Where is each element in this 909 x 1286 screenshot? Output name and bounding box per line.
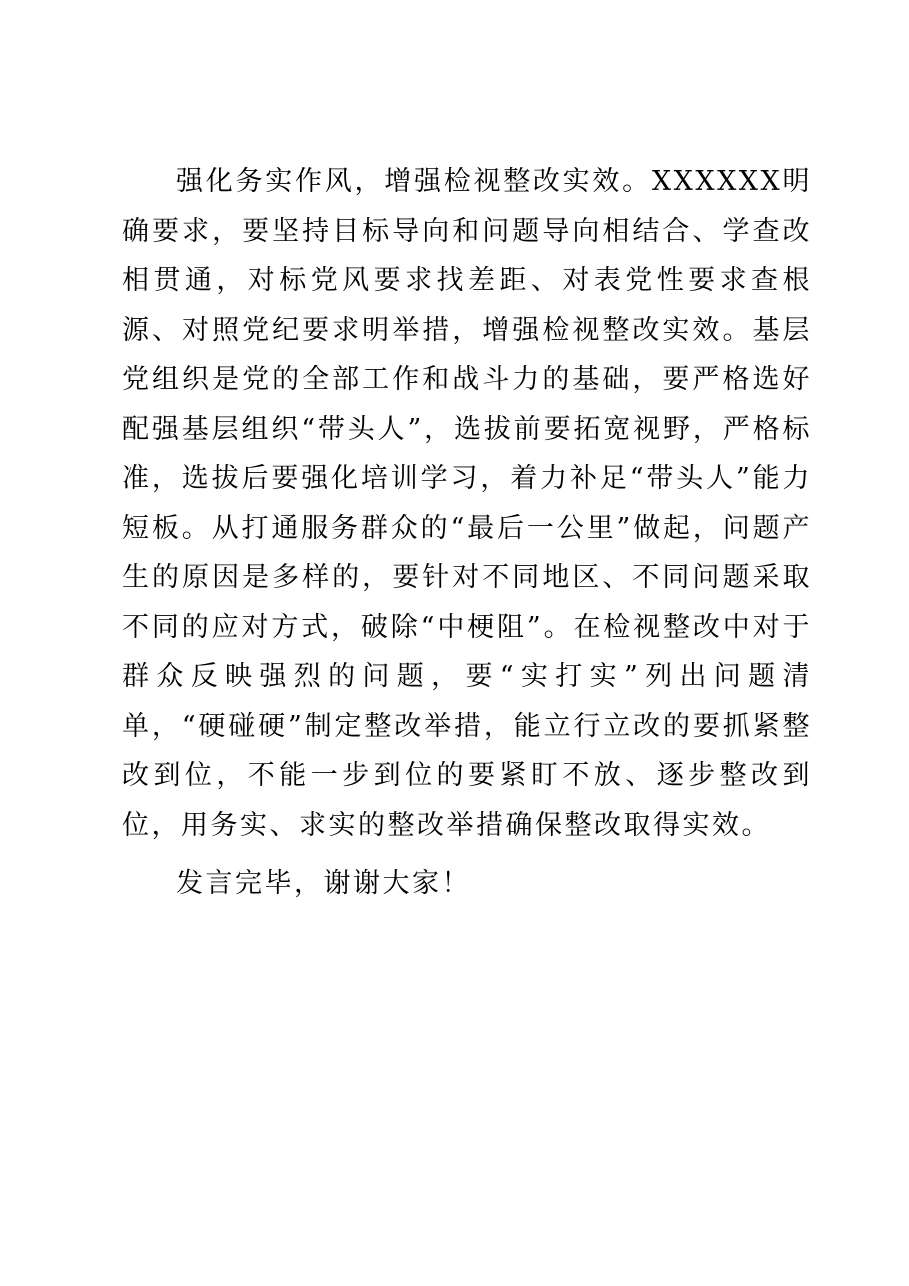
document-body (122, 157, 812, 909)
closing-paragraph: 发言完毕，谢谢大家！ (176, 868, 471, 899)
body-paragraph: 强化务实作风，增强检视整改实效。XXXXXX明确要求，要坚持目标导向和问题导向相结合、学查改相贯通，对标党风要求找差距、对表党性要求查根源、对照党纪要求明举措，增强检视整改实效。基层党组织是党的全部工作和战斗力的基础，要严格选好配强基层组织“带头人”，选拔前要拓宽视野，严格标准，选拔后要强化培训学习，着力补足“带头人”能力短板。从打通服务群众的“最后一公里”做起，问题产生的原因是多样的，要针对不同地区、不同问题采取不同的应对方式，破除“中梗阻”。在检视整改中对于群众反映强烈的问题，要“实打实”列出问题清单，“硬碰硬”制定整改举措，能立行立改的要抓紧整改到位，不能一步到位的要紧盯不放、逐步整改到位，用务实、求实的整改举措确保整改取得实效。 (122, 166, 812, 841)
